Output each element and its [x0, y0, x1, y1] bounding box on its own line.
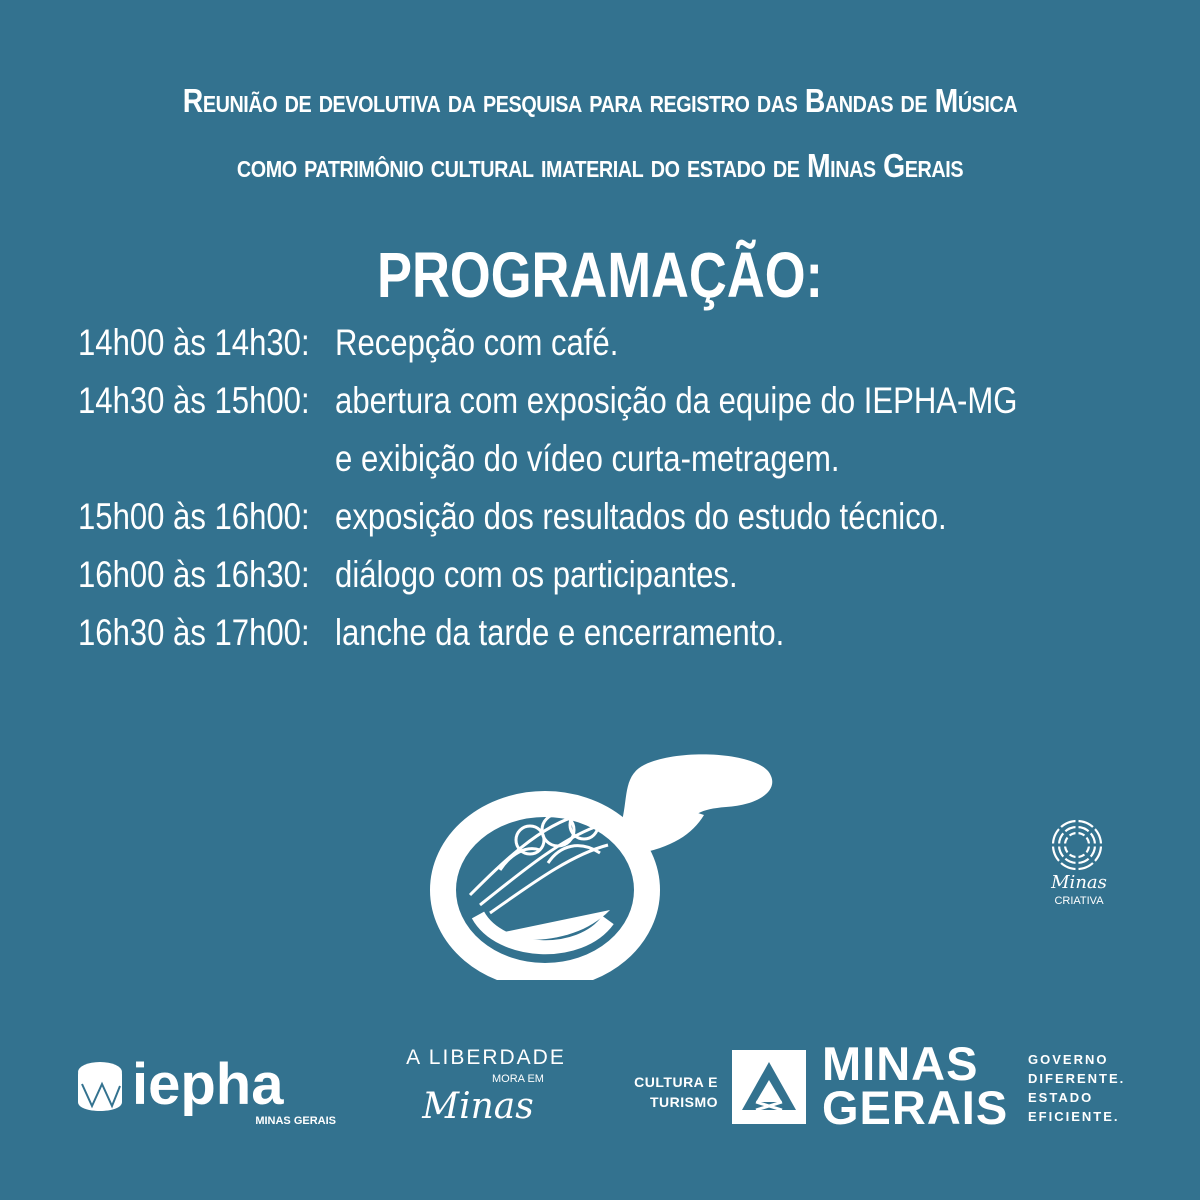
sousaphone-illustration [430, 745, 790, 980]
minas-gerais-line2: GERAIS [822, 1081, 1009, 1134]
schedule-description: diálogo com os participantes. [335, 554, 738, 595]
iepha-wordmark: iepha [132, 1052, 284, 1117]
iepha-logo [72, 1040, 342, 1130]
schedule-row-continuation [78, 438, 1002, 496]
schedule-time: 14h00 às 14h30: [78, 322, 310, 363]
schedule-time: 16h30 às 17h00: [78, 612, 310, 653]
event-title-line-1: Reunião de devolutiva da pesquisa para registro das Bandas de Música [182, 82, 1018, 119]
schedule-time: 16h00 às 16h30: [78, 554, 310, 595]
minas-gerais-line1: MINAS [822, 1037, 979, 1090]
governo-line3: ESTADO [1028, 1090, 1094, 1105]
liberdade-logo [378, 1040, 593, 1130]
program-heading: PROGRAMAÇÃO: [376, 239, 824, 311]
liberdade-line2: MORA EM [492, 1073, 544, 1085]
schedule-row [78, 554, 1002, 612]
schedule-list [78, 322, 1178, 670]
iepha-subtitle: MINAS GERAIS [255, 1115, 336, 1127]
schedule-description: abertura com exposição da equipe do IEPHA-MG [335, 380, 1018, 421]
drum-icon [78, 1062, 122, 1111]
liberdade-script: Minas [422, 1086, 534, 1127]
minas-gerais-emblem [732, 1050, 806, 1124]
governo-line4: EFICIENTE. [1028, 1109, 1120, 1124]
schedule-time: 14h30 às 15h00: [78, 380, 310, 421]
schedule-row [78, 322, 1002, 380]
minas-criativa-label: CRIATIVA [1054, 895, 1104, 907]
liberdade-line1: A LIBERDADE [406, 1046, 566, 1069]
schedule-description: e exibição do vídeo curta-metragem. [335, 438, 840, 479]
cultura-line1: CULTURA E [634, 1074, 718, 1090]
minas-criativa-logo [1022, 815, 1132, 910]
cultura-turismo-label [618, 1072, 718, 1112]
minas-criativa-script: Minas [1051, 872, 1107, 893]
schedule-row [78, 496, 1002, 554]
schedule-row [78, 380, 1018, 438]
schedule-description: lanche da tarde e encerramento. [335, 612, 785, 653]
minas-gerais-wordmark [822, 1037, 1009, 1134]
schedule-description: exposição dos resultados do estudo técnico. [335, 496, 947, 537]
cultura-line2: TURISMO [649, 1094, 718, 1110]
schedule-time: 15h00 às 16h00: [78, 496, 310, 537]
governo-line1: GOVERNO [1028, 1052, 1109, 1067]
schedule-row [78, 612, 1002, 670]
governo-slogan [1028, 1050, 1125, 1126]
event-title-line-2: como patrimônio cultural imaterial do estado de Minas Gerais [236, 147, 964, 184]
triangle-icon [732, 1050, 806, 1124]
governo-line2: DIFERENTE. [1028, 1071, 1126, 1086]
schedule-description: Recepção com café. [335, 322, 619, 363]
